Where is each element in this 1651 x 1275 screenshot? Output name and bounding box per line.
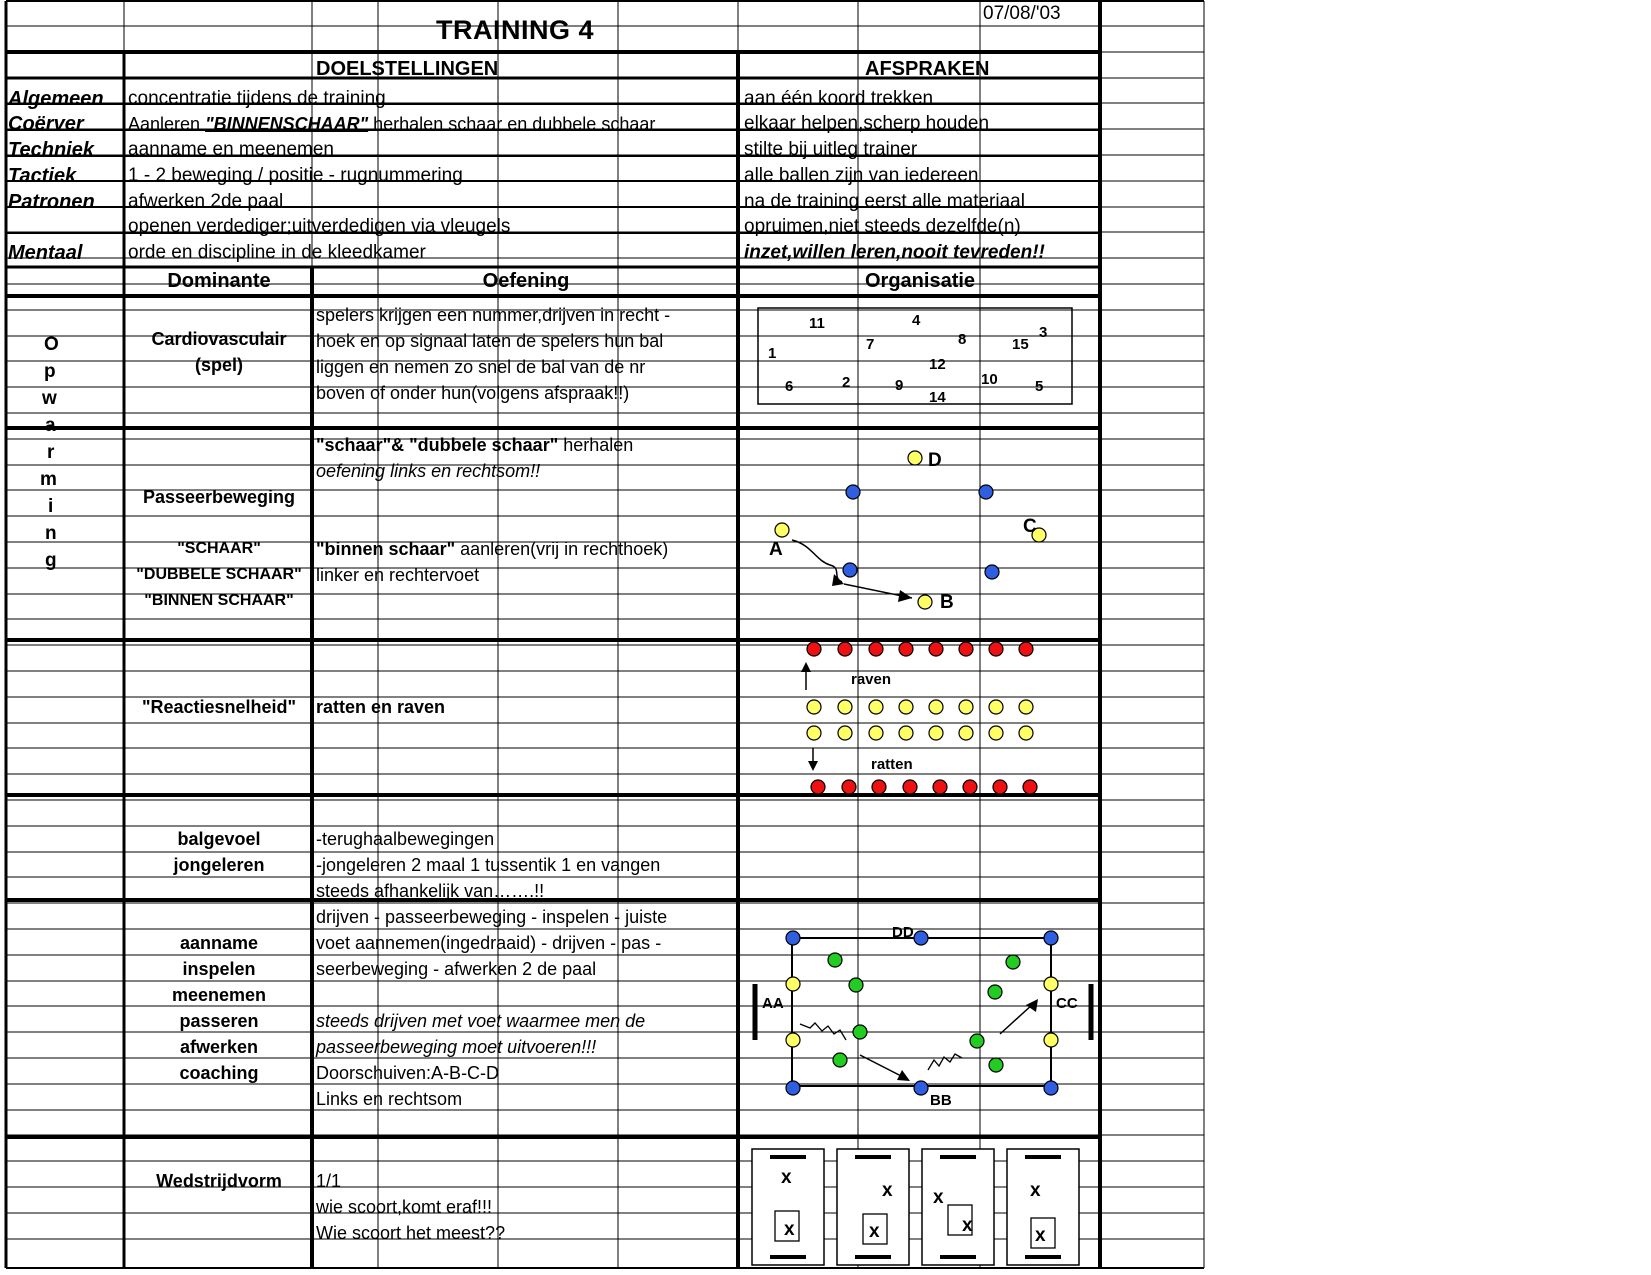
team-red-dot bbox=[842, 780, 856, 794]
warmup-letter: w bbox=[42, 388, 57, 409]
team-yellow-dot bbox=[959, 700, 973, 714]
exercise-line: Wie scoort het meest?? bbox=[316, 1223, 506, 1243]
doelstellingen-header: DOELSTELLINGEN bbox=[316, 58, 499, 80]
player-dot bbox=[918, 595, 932, 609]
green-player-dot bbox=[853, 1025, 867, 1039]
exercise-line: spelers krijgen een nummer,drijven in recht - bbox=[316, 305, 671, 325]
cone-dot bbox=[914, 931, 928, 945]
dominante-header: Dominante bbox=[167, 270, 271, 292]
cone-dot bbox=[846, 485, 860, 499]
warmup-letter: g bbox=[45, 550, 57, 571]
agreement-item: na de training eerst alle materiaal bbox=[744, 191, 1025, 212]
goal-text-suffix: herhalen schaar en dubbele schaar bbox=[368, 114, 656, 134]
exercise-line: drijven - passeerbeweging - inspelen - juiste bbox=[316, 907, 668, 927]
dominant-label: meenemen bbox=[171, 985, 267, 1005]
player-mark: x bbox=[1035, 1225, 1046, 1246]
arrow-head bbox=[801, 662, 811, 672]
exercise-line: seerbeweging - afwerken 2 de paal bbox=[316, 959, 597, 979]
cone-dot bbox=[1044, 1081, 1058, 1095]
team-yellow-dot bbox=[869, 700, 883, 714]
dominant-label: "DUBBELE SCHAAR" bbox=[136, 566, 302, 583]
team-yellow-dot bbox=[838, 700, 852, 714]
player-mark: x bbox=[781, 1167, 792, 1188]
player-number: 9 bbox=[895, 377, 904, 394]
player-number: 4 bbox=[912, 312, 921, 329]
player-dot bbox=[775, 523, 789, 537]
team-yellow-dot bbox=[807, 700, 821, 714]
goal-text: 1 - 2 beweging / positie - rugnummering bbox=[128, 165, 463, 186]
shot-arrow bbox=[1000, 1004, 1033, 1034]
player-dot bbox=[908, 451, 922, 465]
player-number: 15 bbox=[1012, 336, 1029, 353]
team-yellow-dot bbox=[929, 726, 943, 740]
warmup-letter: n bbox=[45, 523, 57, 544]
player-mark: x bbox=[784, 1219, 795, 1240]
team-red-dot bbox=[933, 780, 947, 794]
goal-category: Tactiek bbox=[8, 165, 77, 187]
goal-text: openen verdediger;uitverdedigen via vleugels bbox=[128, 216, 511, 237]
dominant-label: (spel) bbox=[194, 355, 243, 375]
team-red-dot bbox=[1023, 780, 1037, 794]
team-red-dot bbox=[929, 642, 943, 656]
exercise-rest: herhalen bbox=[558, 435, 634, 455]
goal-category: Techniek bbox=[8, 139, 94, 161]
agreement-item: alle ballen zijn van iedereen bbox=[744, 165, 979, 186]
team-red-dot bbox=[869, 642, 883, 656]
mini-field bbox=[837, 1149, 909, 1265]
player-number: 8 bbox=[958, 331, 967, 348]
team-yellow-dot bbox=[989, 700, 1003, 714]
exercise-line: Doorschuiven:A-B-C-D bbox=[316, 1063, 500, 1083]
dominant-label: passeren bbox=[179, 1011, 259, 1031]
exercise-line bbox=[316, 539, 668, 559]
player-number: 5 bbox=[1035, 378, 1044, 395]
exercise-line: 1/1 bbox=[316, 1171, 342, 1191]
position-label: AA bbox=[762, 995, 784, 1012]
exercise-line: steeds afhankelijk van…….!! bbox=[316, 881, 545, 901]
exercise-line: voet aannemen(ingedraaid) - drijven - pas - bbox=[316, 933, 662, 953]
team-yellow-dot bbox=[1019, 700, 1033, 714]
team-yellow-dot bbox=[899, 726, 913, 740]
team-red-dot bbox=[872, 780, 886, 794]
dominant-label: "BINNEN SCHAAR" bbox=[144, 592, 294, 609]
cone-dot bbox=[786, 931, 800, 945]
organisatie-header: Organisatie bbox=[865, 270, 976, 292]
player-number: 2 bbox=[842, 374, 851, 391]
team-red-dot bbox=[899, 642, 913, 656]
exercise-line: boven of onder hun(volgens afspraak!!) bbox=[316, 383, 630, 403]
agreement-item: aan één koord trekken bbox=[744, 88, 934, 109]
warmup-letter: r bbox=[47, 442, 55, 463]
team-yellow-dot bbox=[1019, 726, 1033, 740]
team-yellow-dot bbox=[807, 726, 821, 740]
team-red-dot bbox=[989, 642, 1003, 656]
player-dot bbox=[786, 977, 800, 991]
page-title: TRAINING 4 bbox=[436, 15, 595, 45]
player-mark: x bbox=[933, 1187, 944, 1208]
dominant-label: Passeerbeweging bbox=[142, 487, 296, 507]
dominant-label: coaching bbox=[179, 1063, 259, 1083]
goal-text bbox=[128, 114, 655, 134]
cone-dot bbox=[979, 485, 993, 499]
goal-category: Coërver bbox=[8, 113, 84, 135]
arrow-head bbox=[1026, 999, 1038, 1012]
team-red-dot bbox=[903, 780, 917, 794]
position-label: BB bbox=[930, 1092, 952, 1109]
arrow-head bbox=[898, 590, 912, 602]
cone-dot bbox=[1044, 931, 1058, 945]
exercise-emphasis: "schaar"& "dubbele schaar" bbox=[316, 435, 559, 455]
exercise-emphasis: "binnen schaar" bbox=[316, 539, 456, 559]
arrow-head bbox=[832, 574, 844, 586]
player-dot bbox=[1044, 1033, 1058, 1047]
group-label: ratten bbox=[871, 756, 913, 773]
dribble-path bbox=[928, 1054, 962, 1070]
team-yellow-dot bbox=[929, 700, 943, 714]
dominant-label: aanname bbox=[179, 933, 259, 953]
dominant-label: Cardiovasculair bbox=[151, 329, 287, 349]
exercise-line: Links en rechtsom bbox=[316, 1089, 463, 1109]
player-number: 14 bbox=[929, 389, 946, 406]
green-player-dot bbox=[970, 1034, 984, 1048]
agreement-item: elkaar helpen,scherp houden bbox=[744, 113, 990, 134]
warmup-letter: a bbox=[45, 415, 56, 436]
green-player-dot bbox=[849, 978, 863, 992]
agreement-item: stilte bij uitleg trainer bbox=[744, 139, 918, 160]
team-yellow-dot bbox=[959, 726, 973, 740]
player-number: 3 bbox=[1039, 324, 1048, 341]
player-number: 10 bbox=[981, 371, 998, 388]
green-player-dot bbox=[828, 953, 842, 967]
team-yellow-dot bbox=[838, 726, 852, 740]
warmup-letter: i bbox=[48, 496, 54, 517]
exercise-line: linker en rechtervoet bbox=[316, 565, 480, 585]
goal-text: orde en discipline in de kleedkamer bbox=[128, 242, 426, 263]
team-red-dot bbox=[959, 642, 973, 656]
position-label: D bbox=[928, 450, 942, 471]
position-label: DD bbox=[892, 924, 914, 941]
exercise-line: liggen en nemen zo snel de bal van de nr bbox=[316, 357, 646, 377]
team-red-dot bbox=[993, 780, 1007, 794]
group-label: raven bbox=[851, 671, 892, 688]
dominant-label: balgevoel bbox=[177, 829, 261, 849]
goal-text-emphasis: "BINNENSCHAAR" bbox=[205, 114, 369, 134]
team-yellow-dot bbox=[899, 700, 913, 714]
exercise-line: -jongeleren 2 maal 1 tussentik 1 en vangen bbox=[316, 855, 661, 875]
exercise-line: hoek en op signaal laten de spelers hun bal bbox=[316, 331, 664, 351]
dominant-label: jongeleren bbox=[173, 855, 265, 875]
team-yellow-dot bbox=[989, 726, 1003, 740]
oefening-header: Oefening bbox=[482, 270, 570, 292]
position-label: CC bbox=[1056, 995, 1078, 1012]
player-number: 12 bbox=[929, 356, 946, 373]
green-player-dot bbox=[989, 1058, 1003, 1072]
position-label: A bbox=[769, 539, 783, 560]
warmup-letter: m bbox=[40, 469, 57, 490]
date-label: 07/08/'03 bbox=[983, 3, 1061, 24]
goal-text-prefix: Aanleren bbox=[128, 114, 206, 134]
goal-text: aanname en meenemen bbox=[128, 139, 334, 160]
exercise-line bbox=[316, 435, 633, 455]
warmup-letter: p bbox=[44, 361, 56, 382]
exercise-line: wie scoort,komt eraf!!! bbox=[316, 1197, 493, 1217]
goal-category: Algemeen bbox=[8, 88, 104, 110]
player-mark: x bbox=[962, 1215, 973, 1236]
exercise-line: oefening links en rechtsom!! bbox=[316, 461, 541, 481]
exercise-line: passeerbeweging moet uitvoeren!!! bbox=[316, 1037, 597, 1057]
player-mark: x bbox=[1030, 1180, 1041, 1201]
player-number: 11 bbox=[809, 315, 825, 332]
exercise-line: ratten en raven bbox=[316, 697, 446, 717]
player-number: 1 bbox=[768, 345, 777, 362]
exercise-line: -terughaalbewegingen bbox=[316, 829, 495, 849]
position-label: B bbox=[940, 592, 954, 613]
player-dot bbox=[1044, 977, 1058, 991]
team-red-dot bbox=[838, 642, 852, 656]
team-red-dot bbox=[1019, 642, 1033, 656]
cone-dot bbox=[914, 1081, 928, 1095]
cone-dot bbox=[985, 565, 999, 579]
team-red-dot bbox=[811, 780, 825, 794]
goal-text: afwerken 2de paal bbox=[128, 191, 284, 212]
dominant-label: "SCHAAR" bbox=[177, 540, 261, 557]
player-mark: x bbox=[882, 1180, 893, 1201]
exercise-line: steeds drijven met voet waarmee men de bbox=[316, 1011, 646, 1031]
team-red-dot bbox=[963, 780, 977, 794]
afspraken-header: AFSPRAKEN bbox=[865, 58, 990, 80]
agreement-item: opruimen,niet steeds dezelfde(n) bbox=[744, 216, 1021, 237]
team-red-dot bbox=[807, 642, 821, 656]
green-player-dot bbox=[1006, 955, 1020, 969]
player-number: 6 bbox=[785, 378, 794, 395]
dominant-label: Wedstrijdvorm bbox=[156, 1171, 282, 1191]
team-yellow-dot bbox=[869, 726, 883, 740]
arrow-head bbox=[808, 761, 818, 771]
dominant-label: afwerken bbox=[179, 1037, 259, 1057]
green-player-dot bbox=[988, 985, 1002, 999]
player-dot bbox=[786, 1033, 800, 1047]
cone-dot bbox=[843, 563, 857, 577]
exercise-rest: aanleren(vrij in rechthoek) bbox=[455, 539, 669, 559]
player-mark: x bbox=[869, 1221, 880, 1242]
cone-dot bbox=[786, 1081, 800, 1095]
agreement-item: inzet,willen leren,nooit tevreden!! bbox=[744, 242, 1045, 263]
goal-text: concentratie tijdens de training bbox=[128, 88, 386, 109]
dominant-label: inspelen bbox=[182, 959, 256, 979]
position-label: C bbox=[1023, 516, 1037, 537]
dominant-label: "Reactiesnelheid" bbox=[141, 697, 297, 717]
goal-category: Patronen bbox=[8, 191, 95, 213]
goal-category: Mentaal bbox=[8, 242, 83, 264]
warmup-letter: O bbox=[44, 334, 59, 355]
player-number: 7 bbox=[866, 336, 875, 353]
green-player-dot bbox=[833, 1053, 847, 1067]
